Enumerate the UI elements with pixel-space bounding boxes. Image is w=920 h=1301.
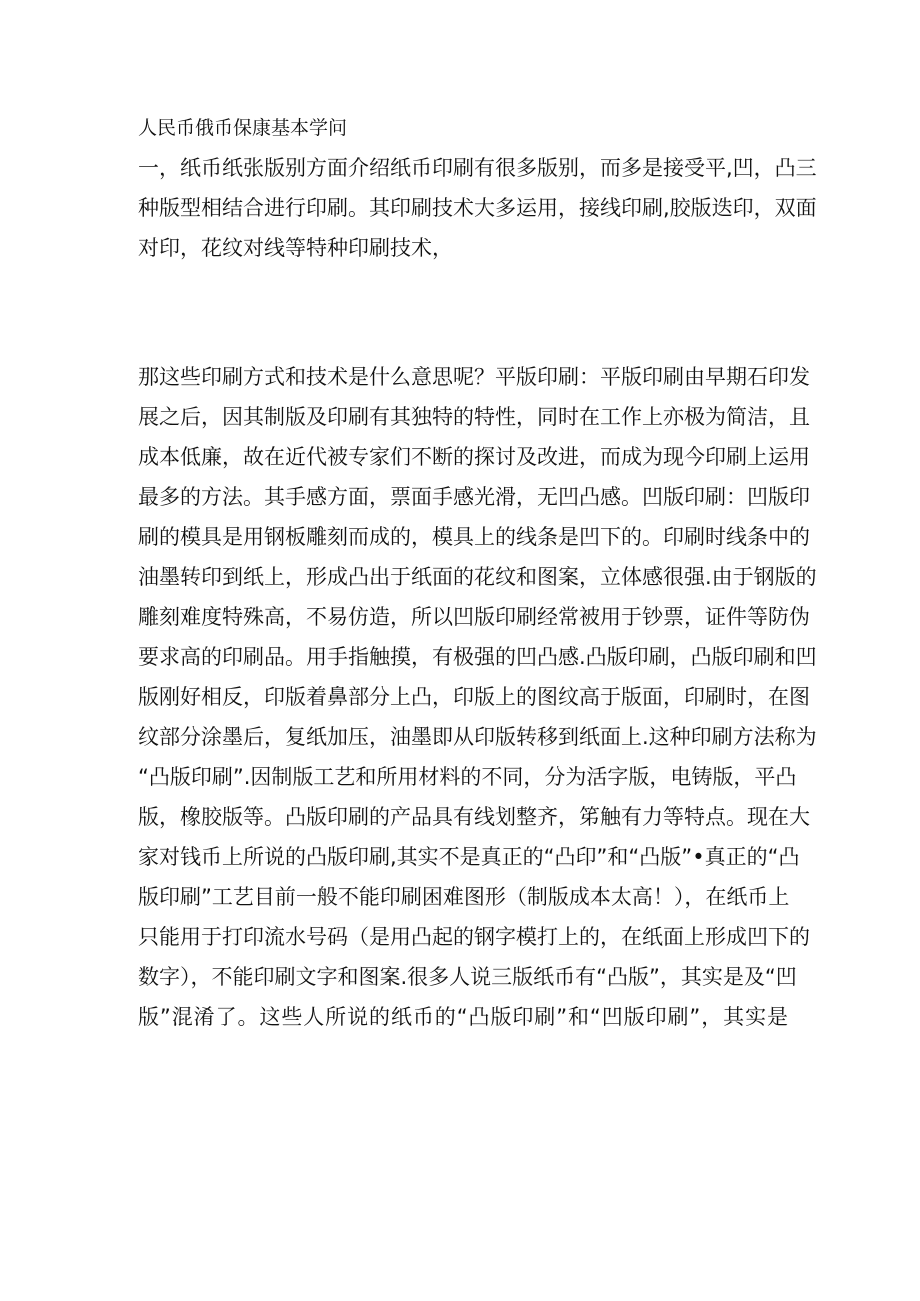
text-line: 版，橡胶版等。凸版印刷的产品具有线划整齐，笫触有力等特点。现在大: [138, 805, 810, 829]
paragraph-1: [138, 148, 817, 268]
text-line: 展之后，因其制版及印刷有其独特的特性，同时在工作上亦极为简洁，且: [138, 405, 810, 429]
paragraph-2: [138, 357, 817, 1037]
text-line: “凸版印刷”.因制版工艺和所用材料的不同，分为活字版，电铸版，平凸: [138, 765, 797, 789]
text-line: 种版型相结合进行印刷。其印刷技术大多运用，接线印刷,胶版迭印，双面: [138, 196, 817, 220]
text-line: 版印刷”工艺目前一般不能印刷困难图形（制版成本太高！），在纸币上: [138, 885, 790, 909]
document-title: 人民币俄币保康基本学问: [138, 117, 348, 139]
text-line: 雕刻难度特殊高，不易仿造，所以凹版印刷经常被用于钞票，证件等防伪: [138, 605, 810, 629]
text-line: 油墨转印到纸上，形成凸出于纸面的花纹和图案，立体感很强.由于钢版的: [138, 565, 817, 589]
text-line: 成本低廉，故在近代被专家们不断的探讨及改进，而成为现今印刷上运用: [138, 445, 810, 469]
text-line: 家对钱币上所说的凸版印刷,其实不是真正的“凸印”和“凸版”•真正的“凸: [138, 845, 800, 869]
text-line: 只能用于打印流水号码（是用凸起的钢字模打上的，在纸面上形成凹下的: [138, 925, 810, 949]
text-line: 一，纸币纸张版别方面介绍纸币印刷有很多版别，而多是接受平,凹，凸三: [138, 156, 817, 180]
text-line: 版刚好相反，印版着鼻部分上凸，印版上的图纹高于版面，印刷时，在图: [138, 685, 810, 709]
text-line: 对印，花纹对线等特种印刷技术，: [138, 236, 453, 260]
text-line: 那这些印刷方式和技术是什么意思呢？平版印刷：平版印刷由早期石印发: [138, 365, 810, 389]
paragraph-spacer: [138, 268, 788, 357]
text-line: 刷的模具是用钢板雕刻而成的，模具上的线条是凹下的。印刷时线条中的: [138, 525, 810, 549]
text-line: 纹部分涂墨后，复纸加压，油墨即从印版转移到纸面上.这种印刷方法称为: [138, 725, 817, 749]
text-line: 数字），不能印刷文字和图案.很多人说三版纸币有“凸版”，其实是及“凹: [138, 965, 797, 989]
document-body: [138, 108, 817, 1037]
text-line: 版”混淆了。这些人所说的纸币的“凸版印刷”和“凹版印刷”，其实是: [138, 1005, 788, 1029]
text-line: 最多的方法。其手感方面，票面手感光滑，无凹凸感。凹版印刷：凹版印: [138, 485, 810, 509]
text-line: 要求高的印刷品。用手指触摸，有极强的凹凸感.凸版印刷，凸版印刷和凹: [138, 645, 817, 669]
